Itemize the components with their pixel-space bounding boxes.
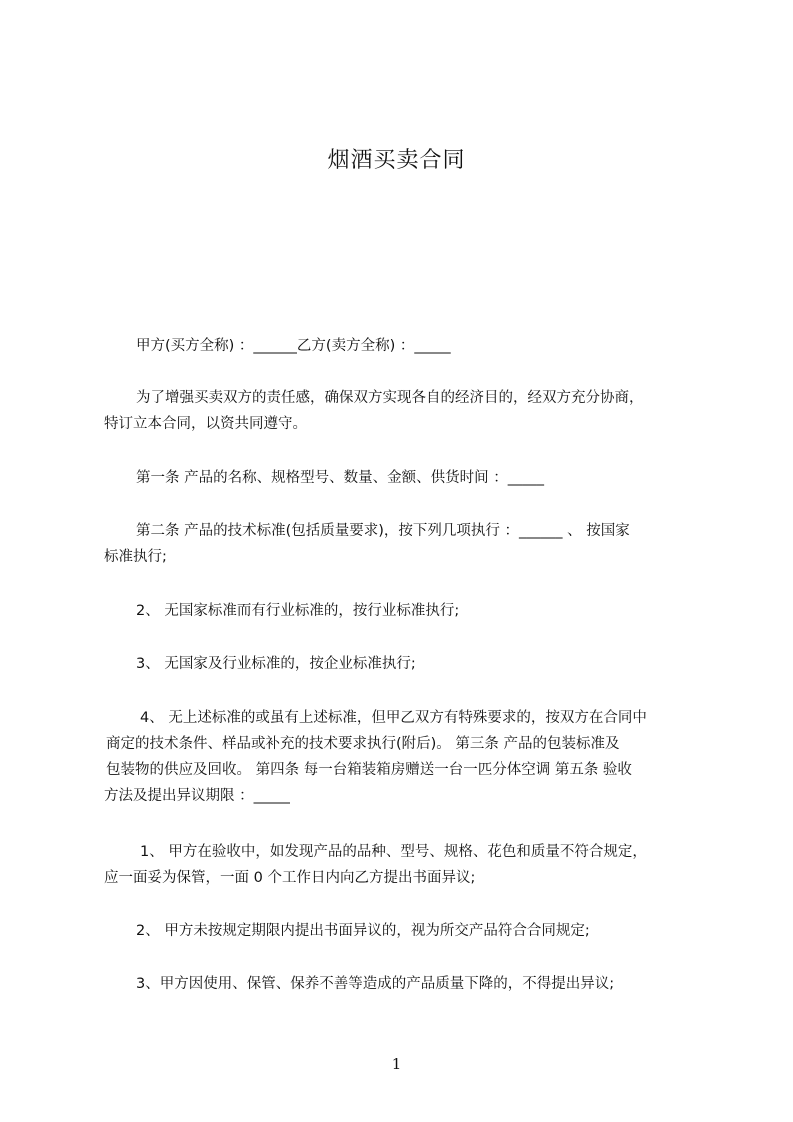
document-title: 烟酒买卖合同	[327, 148, 466, 173]
clause-4-line-2: 商定的技术条件、样品或补充的技术要求执行(附后)。 第三条 产品的包装标准及	[106, 736, 620, 752]
page-number: 1	[391, 1055, 402, 1073]
inspection-1-line-2: 应一面妥为保管，一面 0 个工作日内向乙方提出书面异议;	[104, 870, 476, 886]
inspection-2: 2、 甲方未按规定期限内提出书面异议的，视为所交产品符合合同规定;	[136, 923, 590, 939]
clause-4-line-4: 方法及提出异议期限 ：_____	[104, 788, 290, 804]
clause-4-line-3: 包装物的供应及回收。 第四条 每一台箱装箱房赠送一台一匹分体空调 第五条 验收	[106, 762, 632, 778]
clause-4-line-1: 4、 无上述标准的或虽有上述标准，但甲乙双方有特殊要求的，按双方在合同中	[140, 710, 647, 726]
clause-3: 3、 无国家及行业标准的，按企业标准执行;	[136, 656, 416, 672]
article-2-line-1: 第二条 产品的技术标准(包括质量要求)，按下列几项执行 ：______ 、 按国家	[136, 523, 630, 539]
clause-2: 2、 无国家标准而有行业标准的，按行业标准执行;	[136, 603, 460, 619]
article-2-line-2: 标准执行;	[104, 549, 167, 565]
inspection-3: 3、甲方因使用、保管、保养不善等造成的产品质量下降的，不得提出异议;	[136, 976, 615, 992]
party-line: 甲方(买方全称) ：______乙方(卖方全称) ：_____	[136, 338, 451, 354]
inspection-1-line-1: 1、 甲方在验收中，如发现产品的品种、型号、规格、花色和质量不符合规定，	[140, 844, 647, 860]
intro-line-2: 特订立本合同，以资共同遵守。	[104, 416, 307, 432]
intro-line-1: 为了增强买卖双方的责任感，确保双方实现各自的经济目的，经双方充分协商，	[136, 390, 644, 406]
article-1: 第一条 产品的名称、规格型号、数量、金额、供货时间 ：_____	[136, 470, 544, 486]
